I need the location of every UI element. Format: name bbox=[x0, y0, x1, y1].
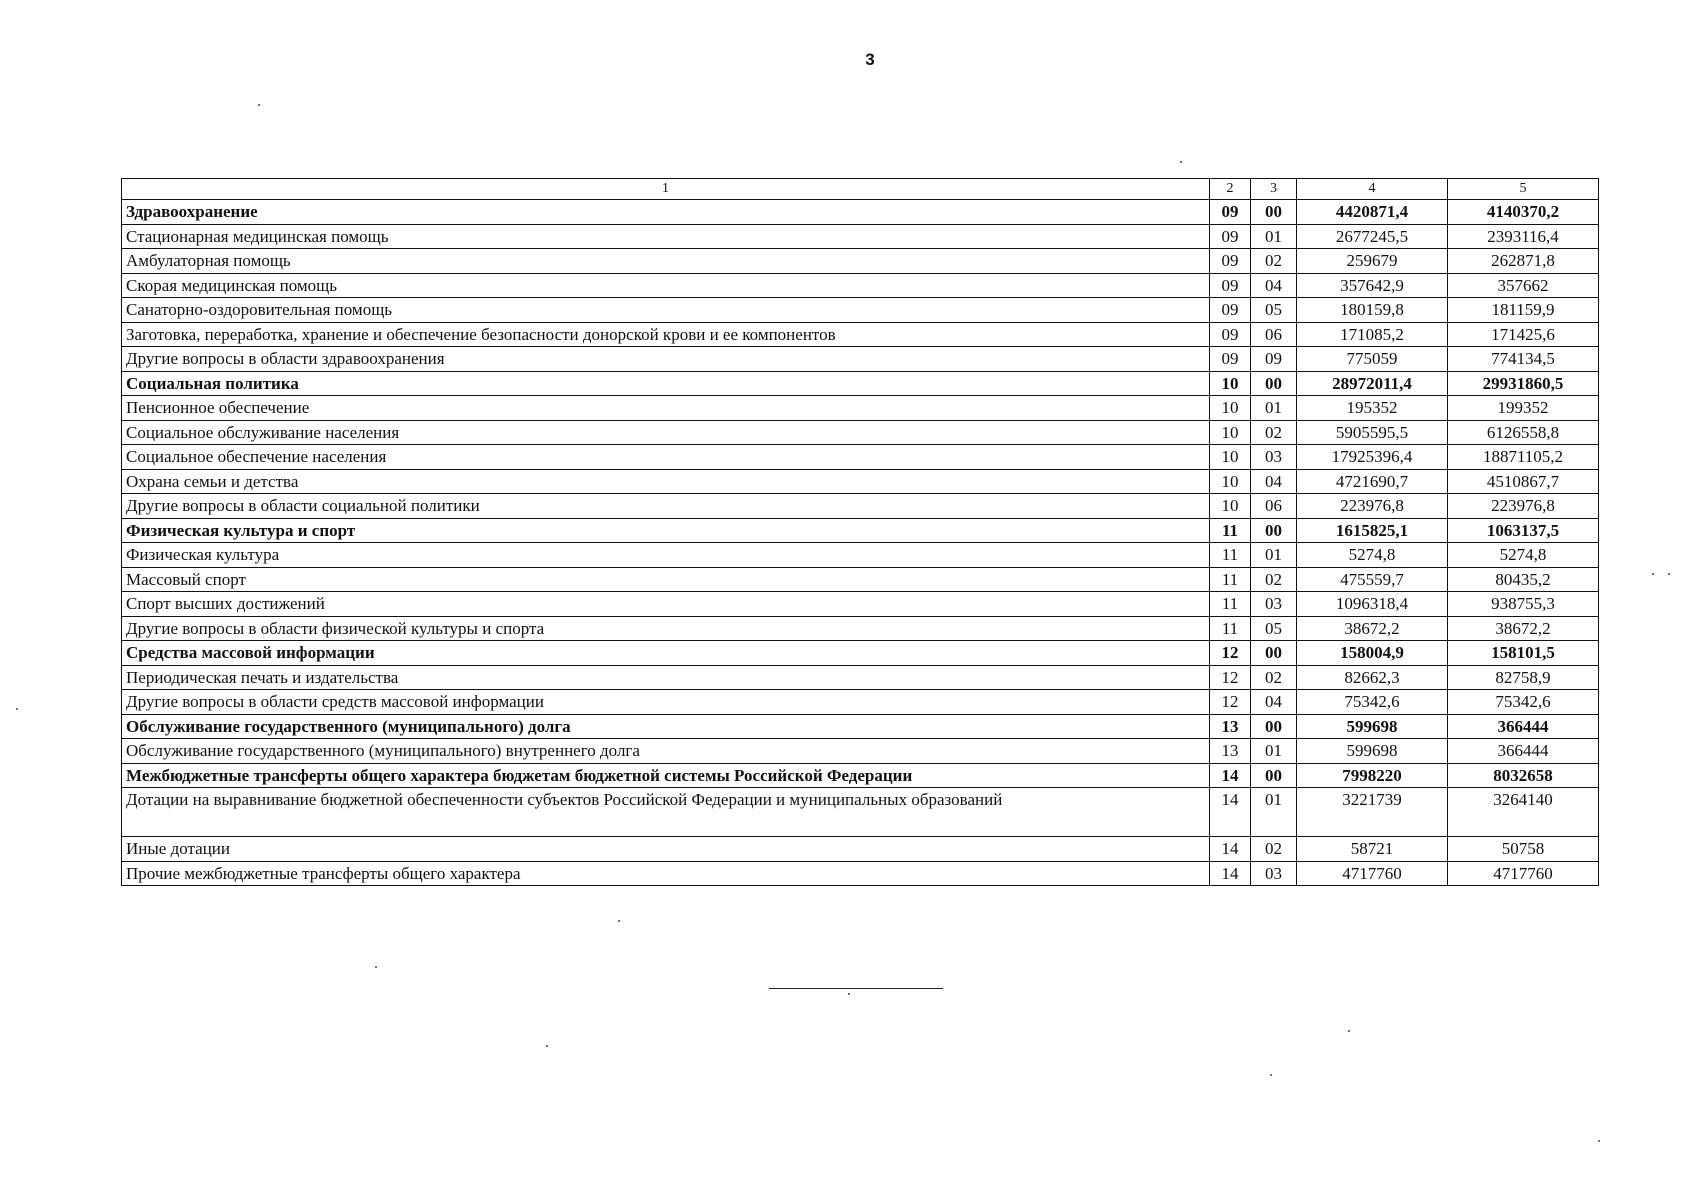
row-name: Прочие межбюджетные трансферты общего характера bbox=[122, 861, 1210, 886]
row-value-col5: 6126558,8 bbox=[1448, 420, 1599, 445]
row-section-code: 10 bbox=[1210, 371, 1251, 396]
header-col-3: 3 bbox=[1251, 179, 1297, 200]
table-row bbox=[122, 396, 1599, 421]
row-section-code: 09 bbox=[1210, 273, 1251, 298]
row-value-col5: 18871105,2 bbox=[1448, 445, 1599, 470]
row-subsection-code: 00 bbox=[1251, 641, 1297, 666]
row-value-col4: 195352 bbox=[1297, 396, 1448, 421]
row-value-col5: 774134,5 bbox=[1448, 347, 1599, 372]
page-number: 3 bbox=[865, 50, 875, 69]
table-row bbox=[122, 298, 1599, 323]
row-value-col4: 357642,9 bbox=[1297, 273, 1448, 298]
table-row bbox=[122, 494, 1599, 519]
row-value-col4: 4420871,4 bbox=[1297, 200, 1448, 225]
row-section-code: 09 bbox=[1210, 298, 1251, 323]
row-subsection-code: 05 bbox=[1251, 616, 1297, 641]
row-section-code: 14 bbox=[1210, 763, 1251, 788]
row-value-col5: 4510867,7 bbox=[1448, 469, 1599, 494]
row-name: Обслуживание государственного (муниципального) внутреннего долга bbox=[122, 739, 1210, 764]
row-value-col5: 262871,8 bbox=[1448, 249, 1599, 274]
row-value-col5: 199352 bbox=[1448, 396, 1599, 421]
row-value-col4: 475559,7 bbox=[1297, 567, 1448, 592]
table-row bbox=[122, 445, 1599, 470]
row-value-col5: 938755,3 bbox=[1448, 592, 1599, 617]
row-name: Другие вопросы в области средств массовой информации bbox=[122, 690, 1210, 715]
table-row bbox=[122, 739, 1599, 764]
row-subsection-code: 04 bbox=[1251, 690, 1297, 715]
row-value-col4: 775059 bbox=[1297, 347, 1448, 372]
row-section-code: 10 bbox=[1210, 420, 1251, 445]
table-row bbox=[122, 665, 1599, 690]
row-section-code: 12 bbox=[1210, 665, 1251, 690]
row-value-col5: 50758 bbox=[1448, 837, 1599, 862]
row-value-col5: 8032658 bbox=[1448, 763, 1599, 788]
row-subsection-code: 06 bbox=[1251, 322, 1297, 347]
scan-speck bbox=[1180, 161, 1182, 163]
row-value-col4: 180159,8 bbox=[1297, 298, 1448, 323]
row-section-code: 09 bbox=[1210, 347, 1251, 372]
row-section-code: 14 bbox=[1210, 837, 1251, 862]
row-subsection-code: 02 bbox=[1251, 420, 1297, 445]
row-value-col5: 158101,5 bbox=[1448, 641, 1599, 666]
table-row bbox=[122, 714, 1599, 739]
table-row bbox=[122, 616, 1599, 641]
row-section-code: 11 bbox=[1210, 592, 1251, 617]
row-subsection-code: 02 bbox=[1251, 837, 1297, 862]
table-row bbox=[122, 273, 1599, 298]
row-value-col5: 80435,2 bbox=[1448, 567, 1599, 592]
table-row bbox=[122, 861, 1599, 886]
row-name: Социальная политика bbox=[122, 371, 1210, 396]
row-value-col5: 357662 bbox=[1448, 273, 1599, 298]
row-value-col5: 4140370,2 bbox=[1448, 200, 1599, 225]
row-name: Здравоохранение bbox=[122, 200, 1210, 225]
row-value-col5: 171425,6 bbox=[1448, 322, 1599, 347]
row-value-col5: 5274,8 bbox=[1448, 543, 1599, 568]
row-value-col4: 5905595,5 bbox=[1297, 420, 1448, 445]
row-subsection-code: 04 bbox=[1251, 469, 1297, 494]
row-value-col4: 3221739 bbox=[1297, 788, 1448, 837]
row-value-col4: 75342,6 bbox=[1297, 690, 1448, 715]
row-value-col5: 366444 bbox=[1448, 714, 1599, 739]
row-value-col4: 158004,9 bbox=[1297, 641, 1448, 666]
row-value-col4: 7998220 bbox=[1297, 763, 1448, 788]
row-name: Охрана семьи и детства bbox=[122, 469, 1210, 494]
row-section-code: 14 bbox=[1210, 861, 1251, 886]
row-name: Другие вопросы в области социальной политики bbox=[122, 494, 1210, 519]
row-name: Другие вопросы в области здравоохранения bbox=[122, 347, 1210, 372]
row-section-code: 09 bbox=[1210, 249, 1251, 274]
row-section-code: 09 bbox=[1210, 200, 1251, 225]
row-name: Пенсионное обеспечение bbox=[122, 396, 1210, 421]
row-section-code: 12 bbox=[1210, 641, 1251, 666]
row-value-col5: 2393116,4 bbox=[1448, 224, 1599, 249]
scan-speck bbox=[258, 104, 260, 106]
table-row bbox=[122, 592, 1599, 617]
row-name: Массовый спорт bbox=[122, 567, 1210, 592]
row-value-col4: 599698 bbox=[1297, 739, 1448, 764]
row-value-col4: 599698 bbox=[1297, 714, 1448, 739]
row-section-code: 09 bbox=[1210, 224, 1251, 249]
row-subsection-code: 06 bbox=[1251, 494, 1297, 519]
row-value-col4: 223976,8 bbox=[1297, 494, 1448, 519]
table-row bbox=[122, 543, 1599, 568]
row-subsection-code: 02 bbox=[1251, 567, 1297, 592]
table-row bbox=[122, 837, 1599, 862]
closing-rule bbox=[769, 988, 943, 989]
row-subsection-code: 03 bbox=[1251, 592, 1297, 617]
row-value-col4: 1096318,4 bbox=[1297, 592, 1448, 617]
row-subsection-code: 01 bbox=[1251, 543, 1297, 568]
row-section-code: 11 bbox=[1210, 543, 1251, 568]
row-name: Спорт высших достижений bbox=[122, 592, 1210, 617]
table-row bbox=[122, 420, 1599, 445]
table-row bbox=[122, 518, 1599, 543]
scan-speck bbox=[546, 1045, 548, 1047]
table-row bbox=[122, 763, 1599, 788]
scan-speck bbox=[1668, 573, 1670, 575]
row-value-col4: 4717760 bbox=[1297, 861, 1448, 886]
row-section-code: 10 bbox=[1210, 396, 1251, 421]
row-value-col5: 4717760 bbox=[1448, 861, 1599, 886]
row-value-col4: 1615825,1 bbox=[1297, 518, 1448, 543]
table-row bbox=[122, 200, 1599, 225]
row-section-code: 11 bbox=[1210, 567, 1251, 592]
row-section-code: 11 bbox=[1210, 616, 1251, 641]
row-section-code: 12 bbox=[1210, 690, 1251, 715]
row-name: Периодическая печать и издательства bbox=[122, 665, 1210, 690]
row-subsection-code: 01 bbox=[1251, 739, 1297, 764]
row-subsection-code: 01 bbox=[1251, 224, 1297, 249]
row-section-code: 13 bbox=[1210, 714, 1251, 739]
table-row bbox=[122, 567, 1599, 592]
row-name: Межбюджетные трансферты общего характера бюджетам бюджетной системы Российской Федерации bbox=[122, 763, 1210, 788]
row-value-col4: 259679 bbox=[1297, 249, 1448, 274]
row-value-col4: 17925396,4 bbox=[1297, 445, 1448, 470]
row-name: Амбулаторная помощь bbox=[122, 249, 1210, 274]
row-name: Средства массовой информации bbox=[122, 641, 1210, 666]
row-subsection-code: 02 bbox=[1251, 665, 1297, 690]
row-value-col5: 3264140 bbox=[1448, 788, 1599, 837]
row-value-col4: 2677245,5 bbox=[1297, 224, 1448, 249]
table-header bbox=[122, 179, 1599, 200]
row-section-code: 14 bbox=[1210, 788, 1251, 837]
row-value-col5: 75342,6 bbox=[1448, 690, 1599, 715]
row-name: Санаторно-оздоровительная помощь bbox=[122, 298, 1210, 323]
scan-speck bbox=[1652, 573, 1654, 575]
header-col-1: 1 bbox=[122, 179, 1210, 200]
row-name: Социальное обслуживание населения bbox=[122, 420, 1210, 445]
row-name: Скорая медицинская помощь bbox=[122, 273, 1210, 298]
table-body bbox=[122, 200, 1599, 886]
row-name: Социальное обеспечение населения bbox=[122, 445, 1210, 470]
header-col-5: 5 bbox=[1448, 179, 1599, 200]
row-subsection-code: 03 bbox=[1251, 861, 1297, 886]
table-row bbox=[122, 224, 1599, 249]
scan-speck bbox=[1348, 1030, 1350, 1032]
row-subsection-code: 09 bbox=[1251, 347, 1297, 372]
row-value-col4: 28972011,4 bbox=[1297, 371, 1448, 396]
row-subsection-code: 00 bbox=[1251, 518, 1297, 543]
row-name: Физическая культура и спорт bbox=[122, 518, 1210, 543]
row-value-col5: 82758,9 bbox=[1448, 665, 1599, 690]
row-value-col5: 29931860,5 bbox=[1448, 371, 1599, 396]
row-value-col4: 4721690,7 bbox=[1297, 469, 1448, 494]
table-row bbox=[122, 469, 1599, 494]
row-subsection-code: 05 bbox=[1251, 298, 1297, 323]
row-subsection-code: 00 bbox=[1251, 371, 1297, 396]
table-row bbox=[122, 347, 1599, 372]
header-row bbox=[122, 179, 1599, 200]
row-name: Обслуживание государственного (муниципального) долга bbox=[122, 714, 1210, 739]
table-row bbox=[122, 788, 1599, 837]
scan-speck bbox=[1598, 1140, 1600, 1142]
scan-speck bbox=[1270, 1074, 1272, 1076]
row-value-col4: 58721 bbox=[1297, 837, 1448, 862]
table-row bbox=[122, 249, 1599, 274]
row-subsection-code: 00 bbox=[1251, 714, 1297, 739]
row-subsection-code: 00 bbox=[1251, 763, 1297, 788]
row-section-code: 10 bbox=[1210, 469, 1251, 494]
row-section-code: 10 bbox=[1210, 494, 1251, 519]
row-value-col4: 171085,2 bbox=[1297, 322, 1448, 347]
row-subsection-code: 00 bbox=[1251, 200, 1297, 225]
budget-table bbox=[121, 178, 1599, 886]
row-value-col4: 5274,8 bbox=[1297, 543, 1448, 568]
scan-speck bbox=[618, 920, 620, 922]
row-name: Физическая культура bbox=[122, 543, 1210, 568]
row-section-code: 11 bbox=[1210, 518, 1251, 543]
header-col-4: 4 bbox=[1297, 179, 1448, 200]
row-value-col4: 38672,2 bbox=[1297, 616, 1448, 641]
table-row bbox=[122, 690, 1599, 715]
row-section-code: 10 bbox=[1210, 445, 1251, 470]
scan-speck bbox=[375, 966, 377, 968]
row-value-col5: 38672,2 bbox=[1448, 616, 1599, 641]
row-subsection-code: 03 bbox=[1251, 445, 1297, 470]
row-name: Другие вопросы в области физической культуры и спорта bbox=[122, 616, 1210, 641]
scan-speck bbox=[848, 993, 850, 995]
table-row bbox=[122, 322, 1599, 347]
row-section-code: 13 bbox=[1210, 739, 1251, 764]
row-subsection-code: 04 bbox=[1251, 273, 1297, 298]
row-value-col5: 223976,8 bbox=[1448, 494, 1599, 519]
scan-speck bbox=[16, 708, 18, 710]
table-row bbox=[122, 641, 1599, 666]
row-subsection-code: 01 bbox=[1251, 788, 1297, 837]
row-value-col5: 181159,9 bbox=[1448, 298, 1599, 323]
row-section-code: 09 bbox=[1210, 322, 1251, 347]
row-name: Дотации на выравнивание бюджетной обеспеченности субъектов Российской Федерации и муниципальных образований bbox=[122, 788, 1210, 837]
row-value-col4: 82662,3 bbox=[1297, 665, 1448, 690]
row-subsection-code: 01 bbox=[1251, 396, 1297, 421]
row-value-col5: 366444 bbox=[1448, 739, 1599, 764]
row-name: Стационарная медицинская помощь bbox=[122, 224, 1210, 249]
header-col-2: 2 bbox=[1210, 179, 1251, 200]
row-subsection-code: 02 bbox=[1251, 249, 1297, 274]
row-name: Иные дотации bbox=[122, 837, 1210, 862]
row-name: Заготовка, переработка, хранение и обеспечение безопасности донорской крови и ее компонентов bbox=[122, 322, 1210, 347]
table-row bbox=[122, 371, 1599, 396]
row-value-col5: 1063137,5 bbox=[1448, 518, 1599, 543]
